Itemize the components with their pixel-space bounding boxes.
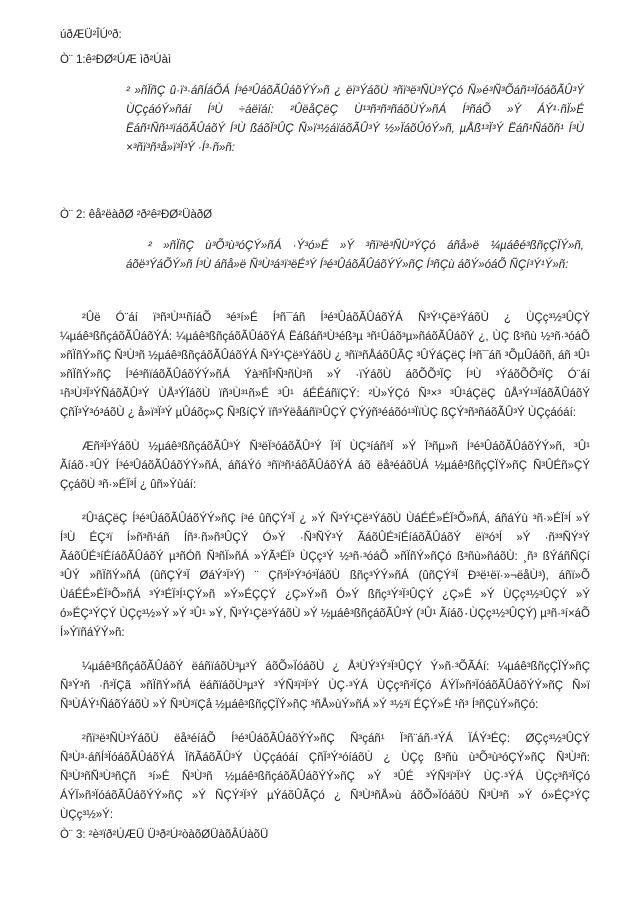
body-paragraph-4: ¼µáê³ßñçáõÃÛáõÝ ëáñïáõÙ³µ³Ý áõÕ»ÏóáõÙ ¿ Å³ÙÝ³Ý³Ï³ÛÇÝ Ý»ñ·³ÕÃÁí: ¼µáê³ßñçÇÏÝ»ñÇ Ñ³Ý³ñ ·ñ³ÏÇã »ñÏñÝ»ñÁ ëáñïáõÙ³µ³Ý ³ÝÑ³ï³Ï³Ý ÙÇ·³ÝÁ ÙÇç³ñ³ÏÇó ÁÝÏ»ñ³ÏóáõÃÛáõÝÝ»ñÇ Ñ»ï Ñ³ÙÁÝ¹ÑáõÝáõÙ »Ý Ñ³Ù³ïÇå ½µáê³ßñçÇÏÝ»ñÇ ³ñÅ»ùÝ»ñÁ »Ý ³½³ï ÉÇÝ»É ¹ñ³ Í³ñÇùÝ»ñÇó: xyxy=(60,661,590,711)
section-3-heading: Ò¨ 3: ²è³ïð²ÚÆÜ Ü³ð²Ú²òàõØÜàõÂÚàõÜ xyxy=(60,829,269,841)
body-paragraph-3: ²Û¹áÇëÇ Í³é³ÛáõÃÛáõÝÝ»ñÇ í³é ûñÇÝ³Ï ¿ »Ý Ñ³Ý¹Çë³ÝáõÙ ÙáÉÉ»ÉÏ³Õ»ñÁ, áñáÝù ³ñ·»ÉÏ³Í »Ý Í³Ù ÉÇ³ï Í»ñ³ñ¹áñ Íñ³·ñ»ñ³ÛÇÝ Ó»Ý ·Ñ³ÑÝ³Ý ÃáõÛÉ³íÉíáõÃÛáõÝ ëï³ó³Í »Ý ·ñ³³ÑÝ³Ý ÃáõÛÉ³íÉíáõÃÛáõÝ µ³ñÓñ Ñ³ñÏ»ñÁ »ÝÃ³ÉÏ³ ÙÇç³Ý ½³ñ·³óáÕ »ñÏñÝ»ñÇó ß³ñù»ñáõÙ: ¸ñ³ ßÝáñÑÇí ³ÛÝ »ñÏñÝ»ñÁ (ûñÇÝ³Ï ØáÝ³Ï³Ý) ¨ Çñ³Ï³Ý³ó³ÏáõÙ ßñç³ÝÝ»ñÁ (ûñÇÝ³Ï Ð³ë¹ëï·»¬ëåÙ³), áñï»Õ ÙáÉÉ»ÉÏ³Õ»ñÁ ³Ý³ÉÏ³Í¹ÇÝ»ñ »Ý»ÉÇÇÝ ¿Ç»Ý»ñ Ó»Ý ßñç³Ý³Ï³ÛÇÝ ¿Ç»É »Ý ÙÇç³½³ÛÇÝ »Ý ó»ÉÇ³ÝÇÝ ÙÇç³½»Ý »Ý ³Û¹ »Ý, Ñ³Ý¹Çë³ÝáõÙ »Ý ½µáê³ßñçáõÃÛ³Ý (³Û¹ Ãíáõ٠ÙÇç³½³ÛÇÝ) µ³ñ·³í×áÕ Í»ÝïñáÝÝ»ñ: xyxy=(60,513,591,639)
section-1-heading: Ò¨ 1:ê²ÐØ²ÚÆ ìð²Úàì xyxy=(60,54,172,66)
section-2-quote: ² »ñÏñÇ ù³Õ³ù³óÇÝ»ñÁ ·Ý³ó»É »Ý ³ñï³ë³ÑÙ³ÝÇó áñå»ë ¼µáêé³ßñçÇÏÝ»ñ, áõë³ÝáÕÝ»ñ Í³Ù áñå»ë Ñ³Ù³á³ï³ëÉ³Ý Í³é³ÛáõÃÛáõÝÝ»ñÇ Í³ñÇù áõÝ»óáÕ ÑÇí³Ý¹Ý»ñ: xyxy=(126,240,584,271)
body-paragraph-5: ²ñï³ë³ÑÙ³ÝáõÙ ëå³éíáÕ Í³é³ÛáõÃÛáõÝÝ»ñÇ Ñ³çáñ¹ Ï³ñ¨áñ·³ÝÁ ÏÁÝ³ÉÇ: ØÇç³½³ÛÇÝ Ñ³Ù³·áñÍ³ÏóáõÃÛáõÝÁ ÏñÃáõÃÛ³Ý ÙÇçáóáí ÇñÏ³Ý³óíáõÙ ¿ ÙÇç ß³ñù ù³Õ³ù³óÇÝ»ñÇ Ñ³Ù³ñ: Ñ³Ù³ñÑ³Ù³ñÇñ ³í»É Ñ³Ù³ñ ½µáê³ßñçáõÃÛáõÝÝ»ñÇ »Ý ³ÛÉ ³ÝÑ³ï³Ï³Ý ÙÇ·³ÝÁ ÙÇç³ñ³ÏÇó ÁÝÏ»ñ³ÏóáõÃÛáõÝÝ»ñÇ »Ý ÑÇÝ³Ï³Ý µÝáõÛÃÇó ¿ Ñ³Ù³ñÅ»ù áõÕ»ÏóáõÙ Ñ³Ù³ñ »Ý ó»ÉÇ³ÝÇ ÙÇç³½»Ý: xyxy=(60,733,590,821)
document-title: úðÆÜ²ÎÚºð: xyxy=(60,29,122,41)
body-paragraph-1: ²Ûë Ó¨áí ï³ñ³Ù³¹ñíáÕ ³é³í»É Í³ñ¯áñ Í³é³ÛáõÃÛáõÝÁ Ñ³Ý¹Çë³ÝáõÙ ¿ ÙÇç³½³ÛÇÝ ¼µáê³ßñçáõÃÛáõÝÁ: ¼µáê³ßñçáõÃÛáõÝÁ Ëáßáñ³Ù³éß³µ ³ñ¹Ûáõ³µ»ñáõÃÛáõÝ ¿, ÙÇ ß³ñù ½³ñ·³óáÕ »ñÏñÝ»ñÇ Ñ³Ù³ñ ½µáê³ßñçáõÃÛáõÝÁ Ñ³Ý¹Çë³ÝáõÙ ¿ ³ñï³ñÅáõÛÃÇ ³ÛÝáÇëÇ Í³ñ¯áñ ³ÕµÛáõñ, áñ ³Û¹ »ñÏñÝ»ñÇ Í³é³ñïáõÃÛáõÝÝ»ñÁ Ýà³ñÎ³Ñ³ñÙ³ñ »Ý ·ïÝáõÙ áõÕÕ³ÏÇ Í³Ù ³ÝáõÕÕ³ÏÇ Ó¨áí ¹ñ³Ù³Ï³ÝÑáõÃÛ³Ý ÙÅ³ÝÏáõÙ ïñ³Ù³¹ñ»É ³Û¹ áÉÉáñïÇÝ: ²Ù»ÝÇó Ñ³×³ ³Û¹áÇëÇ ûÅ³Ý¹³ÏáõÃÛáõÝ ÇñÏ³Ý³ó³áõÙ ¿ å»ï³Ï³Ý µÛáõç»Ç Ñ³ßíÇÝ ïñ³Ýëåáñï³ÛÇÝ ÇÝýñ³éáõó¹³ÏïÙÇ ßÇÝ³ñ³ñáõÃÛ³Ý ÙÇçáóáí: xyxy=(60,312,590,419)
body-paragraph-2: Æñ³Ï³ÝáõÙ ½µáê³ßñçáõÃÛ³Ý Ñ³ëÏ³óáõÃÛ³Ý Ï³Ï ÙÇ³íáñ³Ï »Ý Ï³ñµ»ñ Í³é³ÛáõÃÛáõÝÝ»ñ, ³Û¹ Ãíáõ٠³ÛÝ Í³é³ÛáõÃÛáõÝÝ»ñÁ, áñáÝó ³ñï³ñ¹áõÃÛáõÝÁ áõ ëå³éáõÙÁ ½µáê³ßñçÇÏÝ»ñÇ Ñ³ÛÉñ»ÇÝ ÇçáõÙ ³ñ·»ÉÏ³Í ¿ ûñ»Ýùáí: xyxy=(60,441,590,491)
section-1-quote: ² »ñÏñÇ û·ï³·áñÍáÕÁ Í³é³ÛáõÃÛáõÝÝ»ñ ¿ ëï³ÝáõÙ ³ñï³ë³ÑÙ³ÝÇó Ñ»é³Ñ³Õáñ¹³ÏóáõÃÛ³Ý ÙÇçáóÝ»ñáí Í³Ù ÷áëïáí: ²ÛëåÇëÇ Ù¹³ñ³ñ³ñáõÙÝ»ñÁ Í³ñáÕ »Ý ÁÝ¹·ñÏ»É Ëáñ¹Ññ¹³ïáõÃÛáõÝ Í³Ù ßáõÏ³ÛÇ Ñ»ï³½áïáõÃÛ³Ý ½»ÏáõÛóÝ»ñ, µÅß¹³Ï³Ý Ëáñ¹Ñáõñ¹ Í³Ù ×³ñï³ñ³å»ï³Ï³Ý ·Í³·ñ»ñ: xyxy=(126,85,584,154)
section-2-heading: Ò¨ 2: êå²ëàðØ ²ð²ê²ÐØ²ÜàðØ xyxy=(60,209,213,221)
